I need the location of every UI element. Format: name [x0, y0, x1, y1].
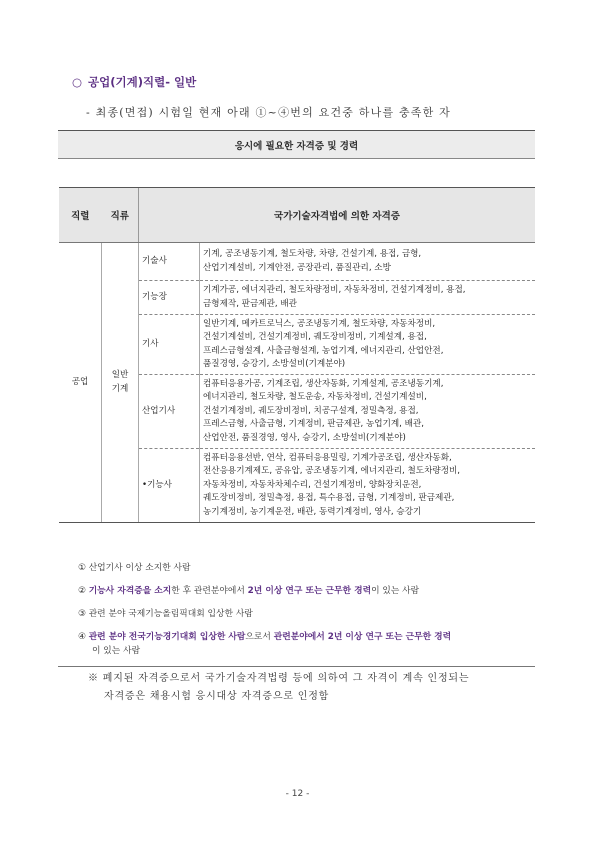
condition-text: 관련 분야 국제기능올림픽대회 입상한 사람 — [88, 609, 253, 619]
condition-text: 이 있는 사람 — [371, 586, 420, 596]
table-header-row — [59, 188, 535, 243]
requirement-summary: - 최종(면접) 시험일 현재 아래 ①~④번의 요건중 하나를 충족한 자 — [86, 106, 451, 119]
cert-line: 컴퓨터응용가공, 기계조립, 생산자동화, 기계설계, 공조냉동기계, — [203, 378, 444, 389]
cert-line: 일반기계, 메카트로닉스, 공조냉동기계, 철도차량, 자동차정비, — [203, 318, 436, 329]
condition-number: ① — [78, 563, 86, 573]
footnote — [88, 670, 538, 706]
page-number: - 12 - — [285, 789, 310, 799]
cert-line: 건설기계설비, 건설기계정비, 궤도장비정비, 기계설계, 용접, — [203, 332, 427, 342]
class-cell — [102, 243, 139, 523]
condition-text: 산업기사 이상 소지한 사람 — [88, 563, 191, 573]
header-certs: 국가기술자격법에 의한 자격증 — [139, 188, 536, 243]
cert-line: 산업안전, 품질경영, 영사, 승강기, 소방설비(기계분야) — [203, 432, 406, 443]
condition-emphasis: 2년 이상 연구 또는 근무한 경력 — [247, 586, 372, 596]
cert-line: 프레스금형설계, 사출금형설계, 농업기계, 에너지관리, 산업안전, — [203, 345, 444, 356]
header-job: 직렬 — [59, 188, 102, 243]
cert-list — [200, 315, 536, 375]
condition-3 — [78, 607, 253, 621]
cert-list — [200, 375, 536, 449]
condition-text: 으로서 — [245, 632, 274, 642]
table-row — [59, 243, 535, 281]
cert-line: 기계가공, 에너지관리, 철도차량정비, 자동차정비, 건설기계정비, 용접, — [203, 285, 466, 295]
condition-1 — [78, 561, 191, 575]
cert-line: 금형제작, 판금제관, 배관 — [203, 298, 297, 309]
condition-emphasis: 기능사 자격증을 소지 — [88, 586, 172, 596]
job-cell: 공업 — [59, 243, 102, 523]
cert-line: 프레스금형, 사출금형, 기계정비, 판금제관, 농업기계, 배관, — [203, 419, 424, 430]
note-line-2: 자격증은 채용시험 응시대상 자격증으로 인정함 — [104, 691, 330, 702]
level-cell: 산업기사 — [139, 375, 200, 449]
class-line-2: 기계 — [111, 383, 129, 394]
cert-list — [200, 243, 536, 281]
level-cell: 기술사 — [139, 243, 200, 281]
cert-line: 건설기계정비, 궤도장비정비, 치공구설계, 정밀측정, 용접, — [203, 405, 419, 416]
qualification-table — [59, 187, 535, 523]
condition-4 — [78, 630, 538, 658]
note-divider — [58, 666, 535, 667]
cert-line: 농기계정비, 농기계운전, 배관, 동력기계정비, 영사, 승강기 — [203, 506, 422, 517]
condition-text: 한 후 관련분야에서 — [171, 586, 248, 596]
level-cell: 기사 — [139, 315, 200, 375]
cert-list — [200, 449, 536, 523]
level-cell: •기능사 — [139, 449, 200, 523]
cert-line: 에너지관리, 철도차량, 철도운송, 자동차정비, 건설기계설비, — [203, 392, 427, 403]
condition-number: ② — [78, 586, 86, 596]
heading-bullet: ○ — [72, 75, 83, 89]
cert-line: 전산응용기계제도, 공유압, 공조냉동기계, 에너지관리, 철도차량정비, — [203, 466, 461, 477]
class-line-1: 일반 — [111, 370, 129, 380]
heading-text: 공업(기계)직렬- 일반 — [88, 75, 197, 89]
condition-2 — [78, 584, 419, 598]
cert-line: 품질경영, 승강기, 소방설비(기계분야) — [203, 359, 346, 369]
section-heading — [72, 74, 196, 90]
cert-line: 기계, 공조냉동기계, 철도차량, 차량, 건설기계, 용접, 금형, — [203, 249, 422, 259]
condition-number: ④ — [78, 632, 86, 642]
condition-number: ③ — [78, 609, 86, 619]
section-title-box: 응시에 필요한 자격증 및 경력 — [58, 130, 535, 159]
condition-emphasis: 관련 분야 전국기능경기대회 입상한 사람 — [88, 632, 246, 642]
condition-emphasis: 관련분야에서 2년 이상 연구 또는 근무한 경력 — [273, 632, 452, 642]
cert-list — [200, 281, 536, 315]
level-cell: 기능장 — [139, 281, 200, 315]
condition-text: 이 있는 사람 — [92, 646, 141, 656]
cert-line: 궤도장비정비, 정밀측정, 용접, 특수용접, 금형, 기계정비, 판금제관, — [203, 493, 455, 504]
cert-line: 산업기계설비, 기계안전, 공장관리, 품질관리, 소방 — [203, 262, 391, 273]
note-line-1: 폐지된 자격증으로서 국가기술자격법령 등에 의하여 그 자격이 계속 인정되는 — [102, 673, 470, 684]
note-mark: ※ — [88, 673, 99, 684]
cert-line: 컴퓨터응용선반, 연삭, 컴퓨터응용밀링, 기계가공조립, 생산자동화, — [203, 452, 452, 463]
header-class: 직류 — [102, 188, 139, 243]
cert-line: 자동차정비, 자동차차체수리, 건설기계정비, 양화장치운전, — [203, 479, 422, 490]
